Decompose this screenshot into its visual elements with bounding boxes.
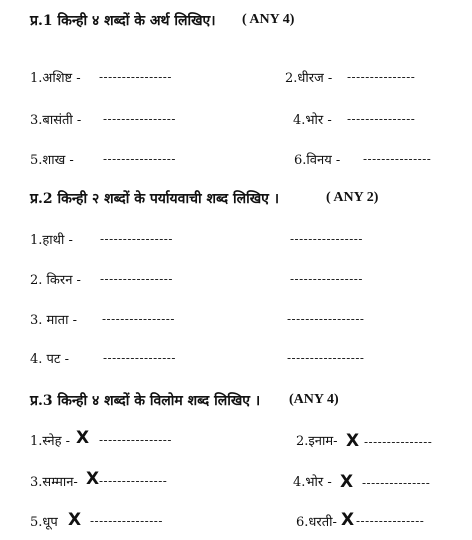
q3-item-6: 6.धरती-	[296, 515, 337, 530]
q2-dash-1: ----------------	[100, 232, 173, 246]
q1-dash-3: ----------------	[103, 112, 176, 126]
q2-item-2: 2. किरन -	[30, 273, 81, 288]
cross-mark-icon: X	[76, 428, 90, 448]
q3-item-5: 5.धूप	[30, 515, 58, 530]
q1-item-3: 3.बासंती -	[30, 113, 82, 128]
cross-mark-icon: X	[86, 469, 100, 489]
q2-any: ( ANY 2)	[326, 190, 379, 205]
q1-dash-4: ---------------	[347, 112, 416, 126]
q1-dash-2: ---------------	[347, 70, 416, 84]
q3-item-3: 3.सम्मान-	[30, 475, 78, 490]
cross-mark-icon: X	[341, 510, 355, 530]
q2-item-4: 4. पट -	[30, 352, 69, 367]
cross-mark-icon: X	[346, 431, 360, 451]
q3-dash-5: ----------------	[90, 514, 163, 528]
q1-item-2: 2.धीरज -	[285, 71, 333, 86]
q1-any: ( ANY 4)	[242, 12, 295, 27]
cross-mark-icon: X	[340, 472, 354, 492]
q1-title: प्र.1 किन्ही ४ शब्दों के अर्थ लिखिए।	[30, 13, 216, 29]
q2-item-1: 1.हाथी -	[30, 233, 73, 248]
q1-dash-1: ----------------	[99, 70, 172, 84]
q2-title: प्र.2 किन्ही २ शब्दों के पर्यायवाची शब्द लिखिए ।	[30, 191, 280, 207]
q2-answer-dash-4: -----------------	[287, 351, 365, 365]
q3-item-1: 1.स्नेह -	[30, 434, 71, 449]
q2-answer-dash-3: -----------------	[287, 312, 365, 326]
q3-item-2: 2.इनाम-	[296, 434, 338, 449]
q1-item-6: 6.विनय -	[294, 153, 341, 168]
q3-dash-2: ---------------	[364, 435, 433, 449]
q2-dash-3: ----------------	[102, 312, 175, 326]
q3-dash-3: ---------------	[99, 474, 168, 488]
q1-item-4: 4.भोर -	[293, 113, 332, 128]
q2-dash-4: ----------------	[103, 351, 176, 365]
q3-any: (ANY 4)	[289, 392, 339, 407]
q3-dash-6: ---------------	[356, 514, 425, 528]
q3-dash-4: ---------------	[362, 476, 431, 490]
q2-item-3: 3. माता -	[30, 313, 77, 328]
q1-item-5: 5.शाख -	[30, 153, 74, 168]
q2-answer-dash-2: ----------------	[290, 272, 363, 286]
q1-dash-5: ----------------	[103, 152, 176, 166]
cross-mark-icon: X	[68, 510, 82, 530]
q2-dash-2: ----------------	[100, 272, 173, 286]
q3-item-4: 4.भोर -	[293, 475, 332, 490]
q3-title: प्र.3 किन्ही ४ शब्दों के विलोम शब्द लिखिए ।	[30, 393, 261, 409]
q2-answer-dash-1: ----------------	[290, 232, 363, 246]
q3-dash-1: ----------------	[99, 433, 172, 447]
q1-dash-6: ---------------	[363, 152, 432, 166]
q1-item-1: 1.अशिष्ट -	[30, 71, 81, 86]
